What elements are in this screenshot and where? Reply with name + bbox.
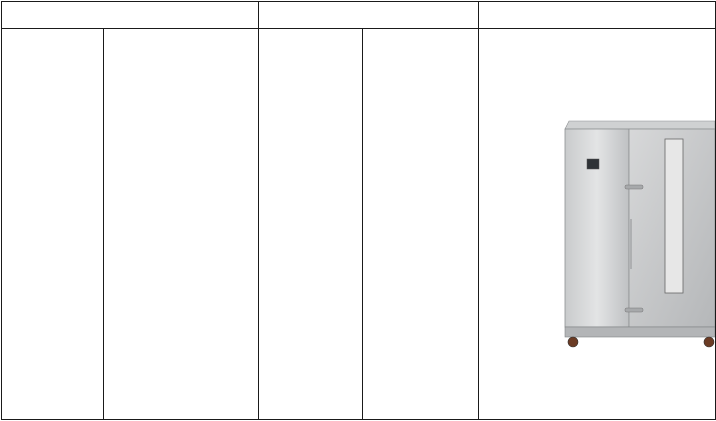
column-header-parameter [104,29,259,420]
model-row [2,2,716,29]
column-header-unit [258,29,362,420]
left-door [565,129,629,327]
dryer-machine-image [479,29,715,419]
spec-table [1,1,716,420]
lower-handle-icon [625,308,643,312]
column-header-row [2,29,716,420]
model-value [258,2,478,29]
caster-wheel-icon [568,337,578,347]
photo-label [478,2,715,29]
caster-wheel-icon [704,337,714,347]
column-header-item [2,29,104,420]
column-header-value [362,29,478,420]
control-panel-icon [587,159,599,169]
model-label [2,2,259,29]
upper-handle-icon [625,185,643,189]
product-photo-cell [478,29,715,420]
product-photo [479,29,715,419]
tray-window [665,139,683,293]
